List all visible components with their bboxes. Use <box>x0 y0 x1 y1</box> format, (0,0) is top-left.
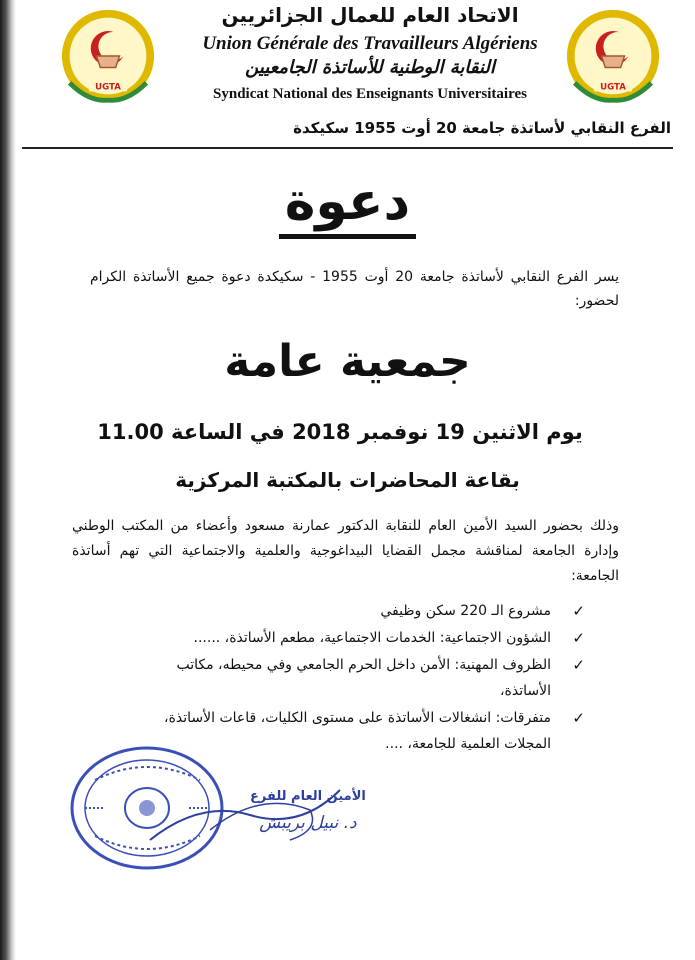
event-date: يوم الاثنين 19 نوفمبر 2018 في الساعة 11.00 <box>97 420 583 444</box>
checkmark-icon: ✓ <box>572 656 585 674</box>
header-arabic-syndicate: النقابة الوطنية للأساتذة الجامعيين <box>245 57 495 78</box>
logo-text: UGTA <box>95 82 121 93</box>
checkmark-icon: ✓ <box>572 709 585 727</box>
agenda-item-text: متفرقات: انشغالات الأساتذة على مستوى الكليات، قاعات الأساتذة، المجلات العلمية للجامعة، .... <box>164 710 551 752</box>
agenda-item-text: الظروف المهنية: الأمن داخل الحرم الجامعي وفي محيطه، مكاتب الأساتذة، <box>176 657 551 699</box>
header-french-syndicate: Syndicat National des Enseignants Universitaires <box>213 86 527 102</box>
agenda-item <box>140 598 585 624</box>
header-french-union: Union Générale des Travailleurs Algériens <box>202 33 538 54</box>
signature-role: الأمين العام للفرع <box>250 789 366 804</box>
agenda-item-text: مشروع الـ 220 سكن وظيفي <box>380 603 551 619</box>
details-paragraph: وذلك بحضور السيد الأمين العام للنقابة الدكتور عمارنة مسعود وأعضاء من المكتب الوطني وإدارة الجامعة لمناقشة مجمل القضايا البيداغوجية والعلمية والاجتماعية التي تهم أساتذة الجامعة: <box>72 518 619 584</box>
branch-name: الفرع النقابي لأساتذة جامعة 20 أوت 1955 سكيكدة <box>293 119 671 137</box>
checkmark-icon: ✓ <box>572 602 585 620</box>
signature-block <box>250 788 366 832</box>
agenda-item <box>140 625 585 651</box>
agenda-list <box>140 598 585 758</box>
logo-text: UGTA <box>600 82 626 93</box>
event-title: جمعية عامة <box>224 336 471 387</box>
event-venue: بقاعة المحاضرات بالمكتبة المركزية <box>175 468 520 492</box>
intro-paragraph: يسر الفرع النقابي لأساتذة جامعة 20 أوت 1955 - سكيكدة دعوة جميع الأساتذة الكرام لحضور: <box>90 269 619 309</box>
document-title <box>0 172 695 232</box>
agenda-item-text: الشؤون الاجتماعية: الخدمات الاجتماعية، مطعم الأساتذة، ...... <box>193 630 551 646</box>
signature-name: د. نبيل بريبش <box>259 813 357 833</box>
agenda-item <box>140 652 585 704</box>
header-arabic-union: الاتحاد العام للعمال الجزائريين <box>221 3 519 27</box>
header-divider <box>22 147 673 149</box>
document-title-text: دعوة <box>279 172 417 239</box>
checkmark-icon: ✓ <box>572 629 585 647</box>
